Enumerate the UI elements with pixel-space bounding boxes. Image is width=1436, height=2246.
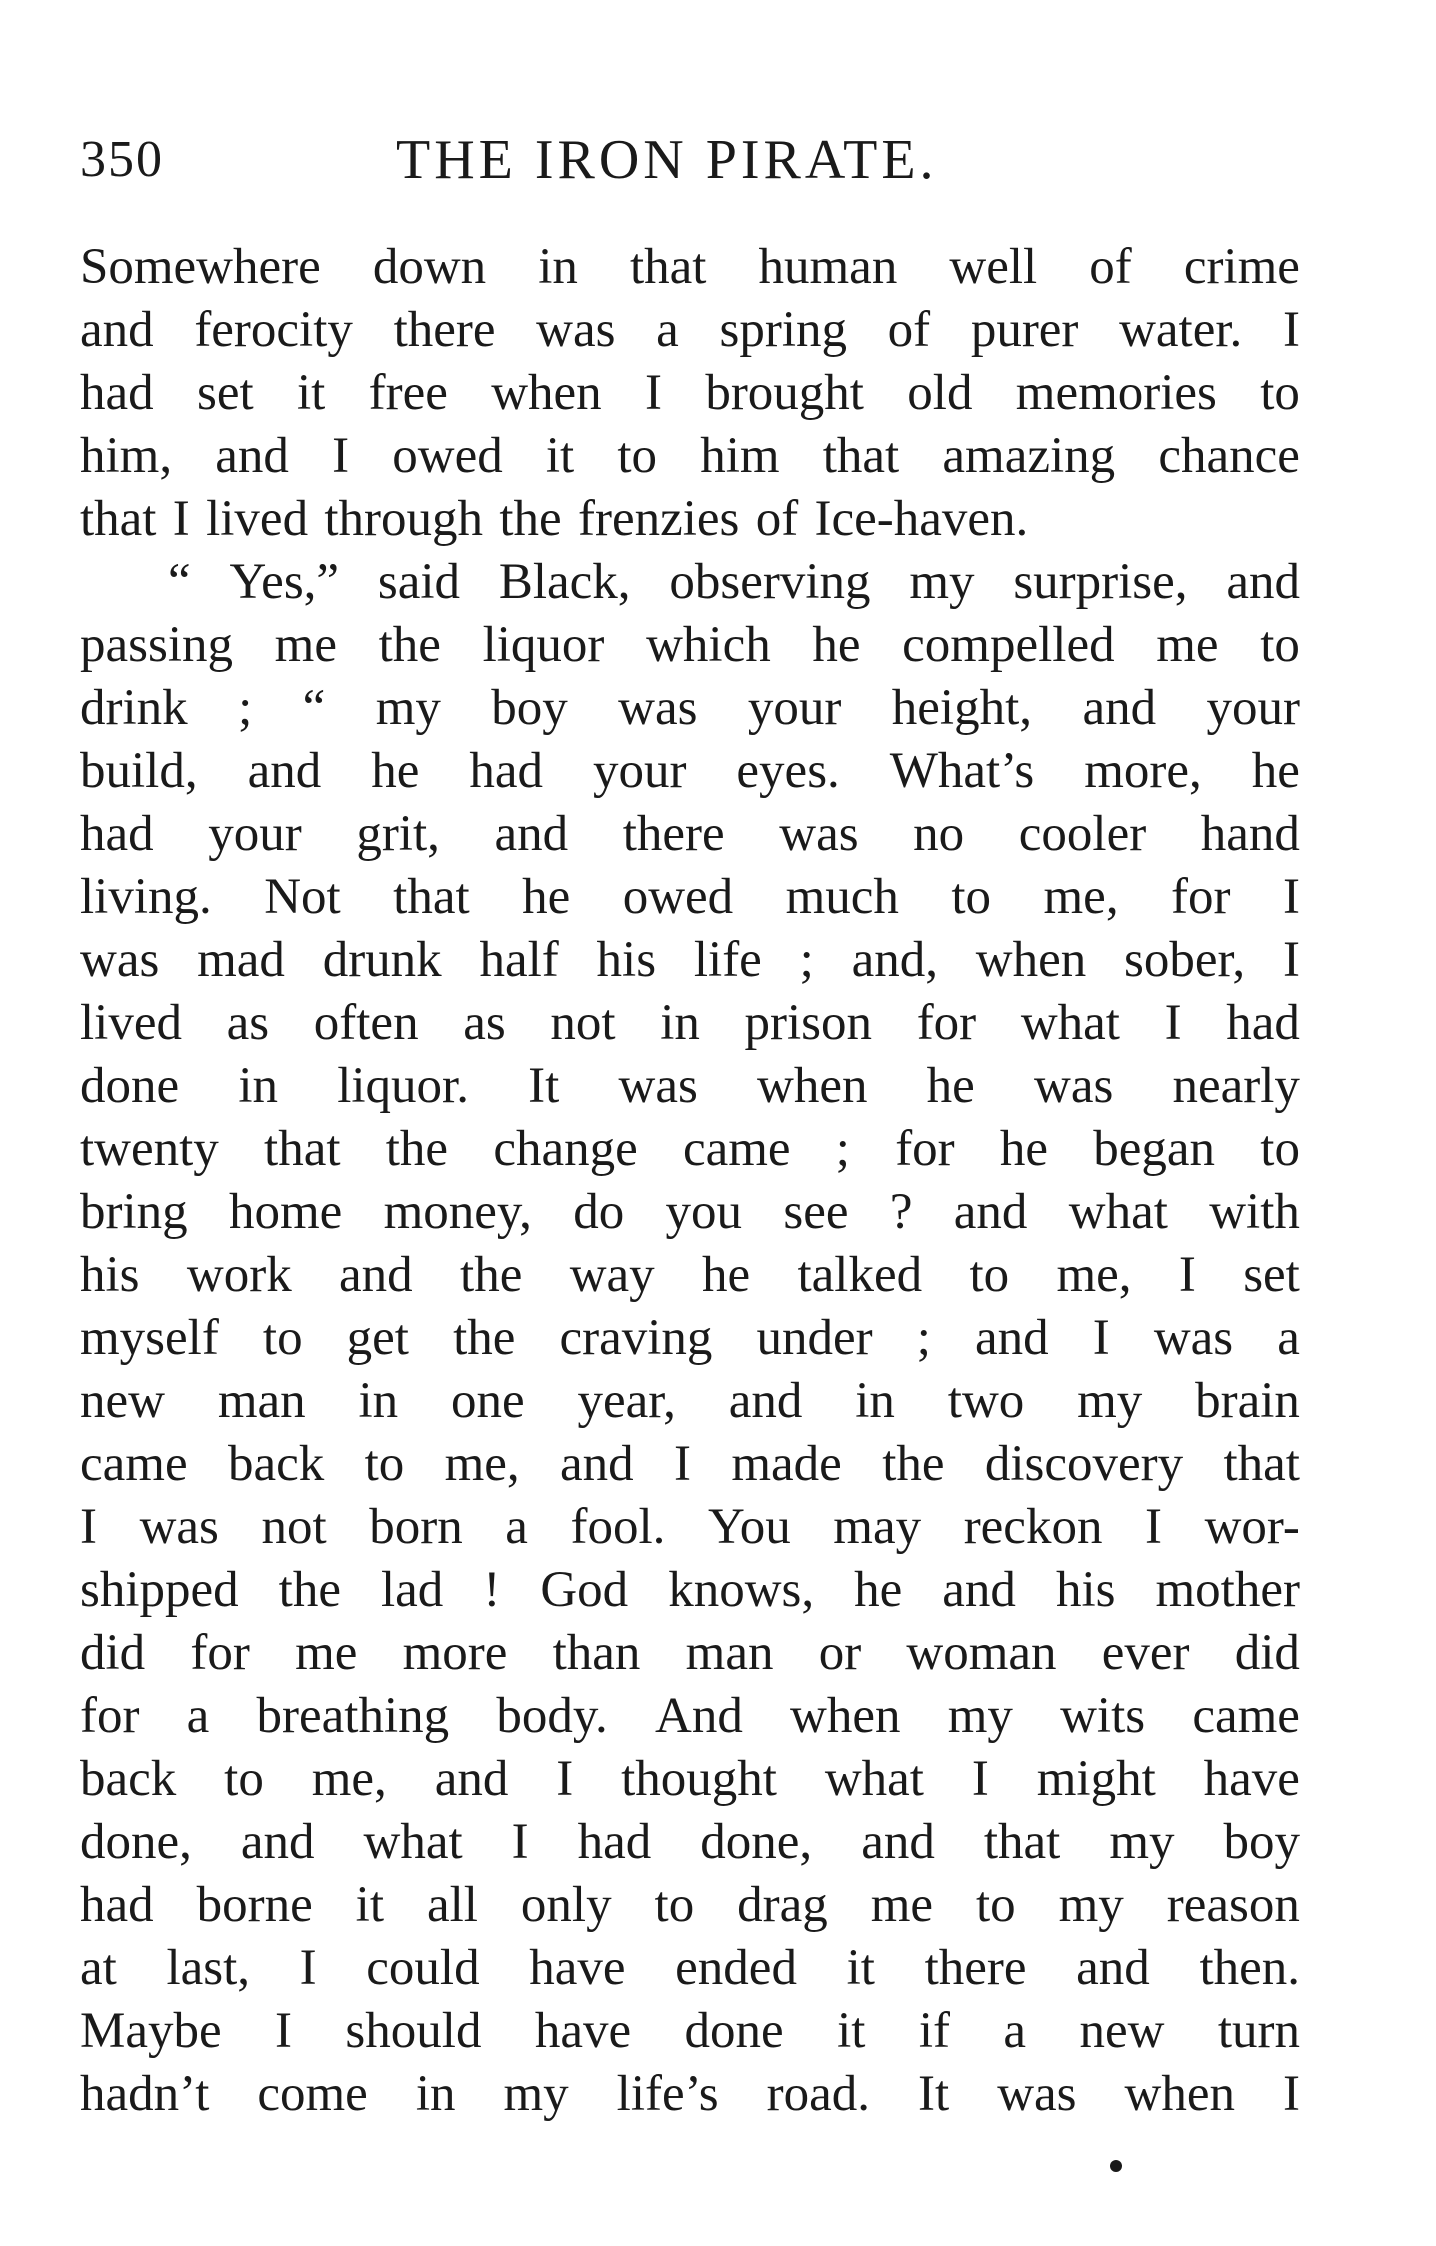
text-line: living. Not that he owed much to me, for I	[80, 869, 1300, 925]
text-line: and ferocity there was a spring of purer water. I	[80, 302, 1300, 358]
page-header	[80, 120, 1300, 200]
text-line: at last, I could have ended it there and then.	[80, 1940, 1300, 1996]
text-line: for a breathing body. And when my wits came	[80, 1688, 1300, 1744]
text-line: Maybe I should have done it if a new turn	[80, 2003, 1300, 2059]
text-line: back to me, and I thought what I might have	[80, 1751, 1300, 1807]
text-line: that I lived through the frenzies of Ice-haven.	[80, 491, 1029, 547]
text-line: had your grit, and there was no cooler hand	[80, 806, 1300, 862]
body-text	[80, 236, 1300, 2126]
text-line: hadn’t come in my life’s road. It was when I	[80, 2066, 1300, 2122]
text-line: myself to get the craving under ; and I was a	[80, 1310, 1300, 1366]
text-line: twenty that the change came ; for he began to	[80, 1121, 1300, 1177]
text-line: I was not born a fool. You may reckon I wor-	[80, 1499, 1300, 1555]
text-line: passing me the liquor which he compelled me to	[80, 617, 1300, 673]
page-number: 350	[80, 131, 164, 188]
text-line: came back to me, and I made the discovery that	[80, 1436, 1300, 1492]
ink-dot	[1110, 2160, 1122, 2172]
text-line: drink ; “ my boy was your height, and your	[80, 680, 1300, 736]
text-line: “ Yes,” said Black, observing my surprise, and	[168, 554, 1300, 610]
text-line: his work and the way he talked to me, I set	[80, 1247, 1300, 1303]
text-line: bring home money, do you see ? and what with	[80, 1184, 1300, 1240]
text-line: new man in one year, and in two my brain	[80, 1373, 1300, 1429]
text-line: Somewhere down in that human well of crime	[80, 239, 1300, 295]
text-line: him, and I owed it to him that amazing chance	[80, 428, 1300, 484]
text-line: build, and he had your eyes. What’s more, he	[80, 743, 1300, 799]
text-line: lived as often as not in prison for what I had	[80, 995, 1300, 1051]
text-line: shipped the lad ! God knows, he and his mother	[80, 1562, 1300, 1618]
text-line: done, and what I had done, and that my boy	[80, 1814, 1300, 1870]
text-line: did for me more than man or woman ever did	[80, 1625, 1300, 1681]
text-line: done in liquor. It was when he was nearly	[80, 1058, 1300, 1114]
text-line: was mad drunk half his life ; and, when sober, I	[80, 932, 1300, 988]
text-line: had set it free when I brought old memories to	[80, 365, 1300, 421]
text-line: had borne it all only to drag me to my reason	[80, 1877, 1300, 1933]
running-title: THE IRON PIRATE.	[396, 129, 938, 191]
